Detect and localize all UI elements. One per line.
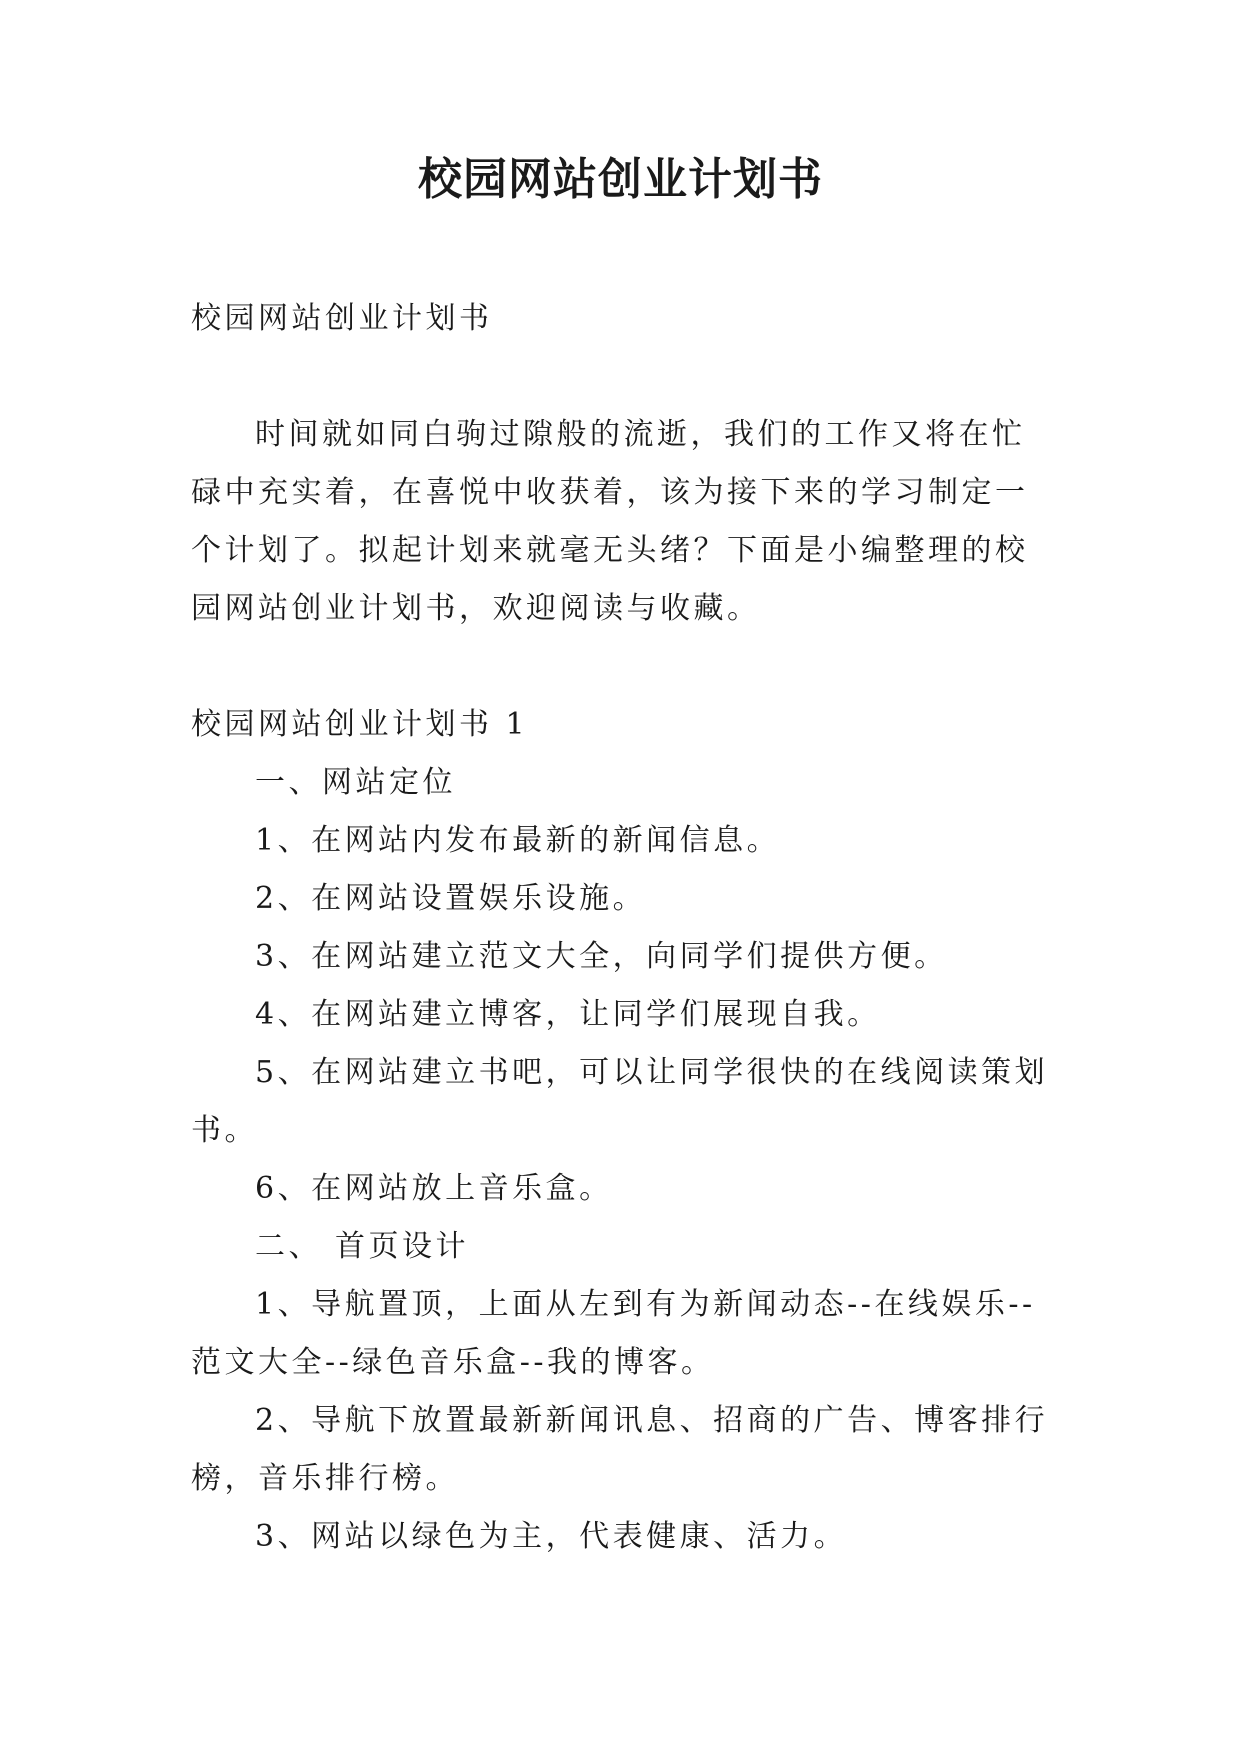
plan-heading: 校园网站创业计划书 1 (191, 707, 529, 742)
list-item: 1、导航置顶，上面从左到有为新闻动态--在线娱乐--范文大全--绿色音乐盒--我的博客。 (191, 1287, 1036, 1380)
section-heading-positioning: 一、网站定位 (255, 765, 456, 800)
list-item: 1、在网站内发布最新的新闻信息。 (255, 823, 781, 858)
intro-paragraph: 时间就如同白驹过隙般的流逝，我们的工作又将在忙碌中充实着，在喜悦中收获着，该为接下来的学习制定一个计划了。拟起计划来就毫无头绪？下面是小编整理的校园网站创业计划书，欢迎阅读与收藏。 (191, 417, 1029, 626)
list-item: 5、在网站建立书吧，可以让同学很快的在线阅读策划书。 (191, 1055, 1049, 1148)
list-item: 6、在网站放上音乐盒。 (255, 1171, 613, 1206)
list-item: 3、网站以绿色为主，代表健康、活力。 (255, 1519, 848, 1554)
plan-content (191, 754, 1054, 1566)
list-item: 2、导航下放置最新新闻讯息、招商的广告、博客排行榜，音乐排行榜。 (191, 1403, 1049, 1496)
document-title: 校园网站创业计划书 (418, 154, 823, 205)
list-item: 2、在网站设置娱乐设施。 (255, 881, 647, 916)
list-item: 3、在网站建立范文大全，向同学们提供方便。 (255, 939, 948, 974)
list-item: 4、在网站建立博客，让同学们展现自我。 (255, 997, 881, 1032)
document-subtitle: 校园网站创业计划书 (191, 301, 493, 336)
section-heading-homepage: 二、 首页设计 (255, 1229, 470, 1264)
